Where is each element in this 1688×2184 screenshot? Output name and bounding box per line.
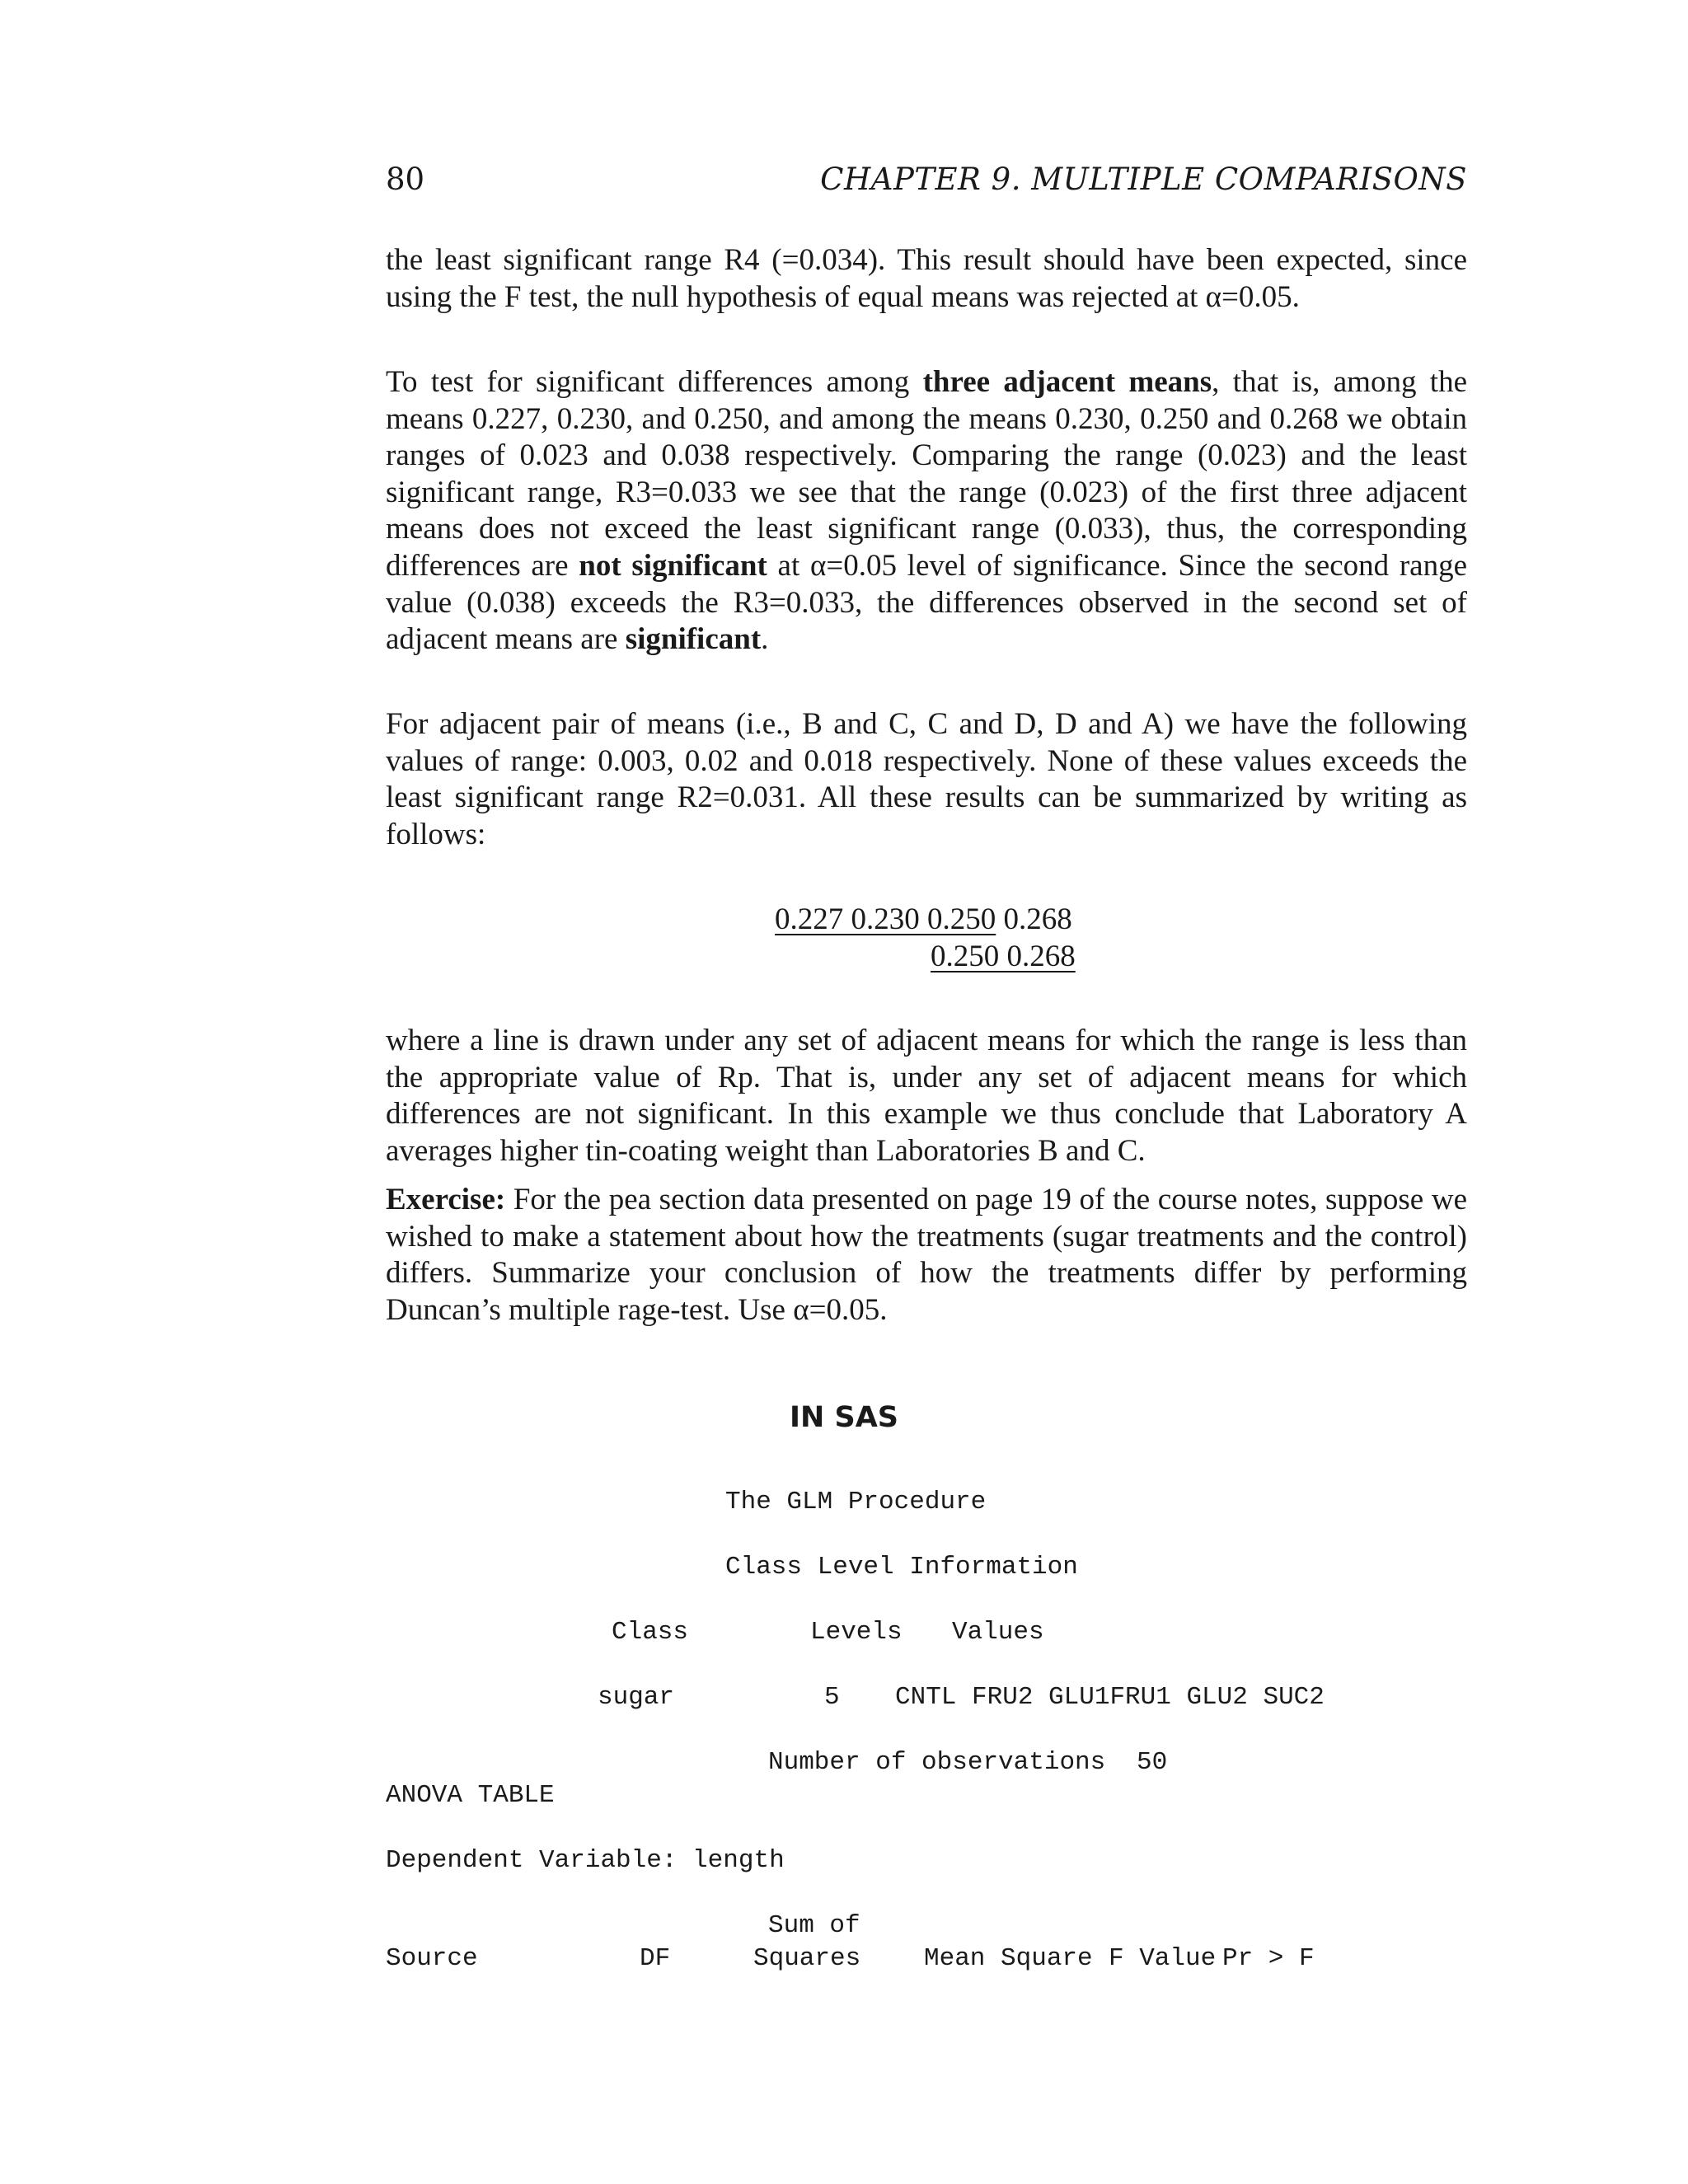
paragraph-4: where a line is drawn under any set of adjacent means for which the range is less than the appropriate value of Rp. That is, under any set of adjacent means for which differences are not significant. In this example we thus conclude that Laboratory A averages higher tin-coating weight than Laboratories B and C. bbox=[386, 1024, 1467, 1168]
sas-anova-title: ANOVA TABLE bbox=[386, 1781, 555, 1810]
paragraph-2 bbox=[386, 364, 1467, 658]
sas-procedure-title: The GLM Procedure bbox=[725, 1488, 987, 1516]
paragraph-3: For adjacent pair of means (i.e., B and C, C and D, D and A) we have the following values of range: 0.003, 0.02 and 0.018 respectively. None of these values exceeds the least significant range R2=0.031. All these results can be summarized by writing as follows: bbox=[386, 707, 1467, 851]
sas-class-level-title: Class Level Information bbox=[725, 1553, 1078, 1582]
sas-row-class: sugar bbox=[598, 1683, 675, 1712]
sas-header-sum-of: Sum of bbox=[768, 1911, 860, 1940]
sas-header-pr-f: Pr > F bbox=[1222, 1944, 1315, 1973]
means-underlined-group-1: 0.227 0.230 0.250 bbox=[775, 902, 996, 936]
sas-header-df: DF bbox=[640, 1944, 671, 1973]
means-row-1-rest: 0.268 bbox=[996, 902, 1072, 936]
exercise-label: Exercise: bbox=[386, 1183, 506, 1216]
sas-section-title: IN SAS bbox=[789, 1401, 898, 1434]
paragraph-1: the least significant range R4 (=0.034). This result should have been expected, since using the F test, the null hypothesis of equal means was rejected at α=0.05. bbox=[386, 243, 1467, 314]
sas-header-squares: Squares bbox=[753, 1944, 861, 1973]
paragraph-2-text-c: at α=0.05 level of significance. Since the second range value (0.038) exceeds the R3=0.033, the differences observed in the second set of adjacent means are bbox=[386, 548, 1467, 657]
sas-row-levels: 5 bbox=[824, 1683, 840, 1712]
sas-col-class: Class bbox=[612, 1618, 689, 1647]
sas-nobs-label: Number of observations bbox=[768, 1748, 1106, 1777]
sas-col-levels: Levels bbox=[810, 1618, 903, 1647]
paragraph-2-bold-three-adjacent-means: three adjacent means bbox=[922, 365, 1212, 399]
means-summary-row-2 bbox=[931, 939, 1076, 974]
page-number: 80 bbox=[386, 162, 425, 197]
paragraph-2-bold-significant: significant bbox=[625, 622, 762, 657]
paragraph-2-bold-not-significant: not significant bbox=[579, 548, 767, 583]
exercise-text: For the pea section data presented on page 19 of the course notes, suppose we wished to make a statement about how the treatments (sugar treatments and the control) differs. Summarize your conclusion of how the treatments differ by performing Duncan’s multiple rage-test. Use α=0.05. bbox=[386, 1183, 1467, 1327]
sas-col-values: Values bbox=[952, 1618, 1044, 1647]
sas-row-values: CNTL FRU2 GLU1FRU1 GLU2 SUC2 bbox=[895, 1683, 1325, 1712]
paragraph-2-text-d: . bbox=[761, 622, 769, 657]
paragraph-2-text-a: To test for significant differences among bbox=[386, 365, 923, 399]
paragraph-2-text-b: , that is, among the means 0.227, 0.230, and 0.250, and among the means 0.230, 0.250 and 0.268 we obtain ranges of 0.023 and 0.038 respectively. Comparing the range (0.023) and the least significant range, R3=0.033 we see that the range (0.023) of the first three adjacent means does not exceed the least significant range (0.033), thus, the corresponding differences are bbox=[386, 365, 1467, 583]
means-summary-row-1 bbox=[775, 902, 1072, 937]
sas-nobs-value: 50 bbox=[1137, 1748, 1168, 1777]
exercise-paragraph bbox=[386, 1182, 1467, 1329]
sas-header-source: Source bbox=[386, 1944, 478, 1973]
sas-header-f-value: F Value bbox=[1109, 1944, 1217, 1973]
sas-dependent-variable: Dependent Variable: length bbox=[386, 1846, 785, 1875]
running-title: CHAPTER 9. MULTIPLE COMPARISONS bbox=[820, 162, 1467, 197]
means-underlined-group-2: 0.250 0.268 bbox=[931, 940, 1076, 973]
sas-header-mean-square: Mean Square bbox=[924, 1944, 1093, 1973]
